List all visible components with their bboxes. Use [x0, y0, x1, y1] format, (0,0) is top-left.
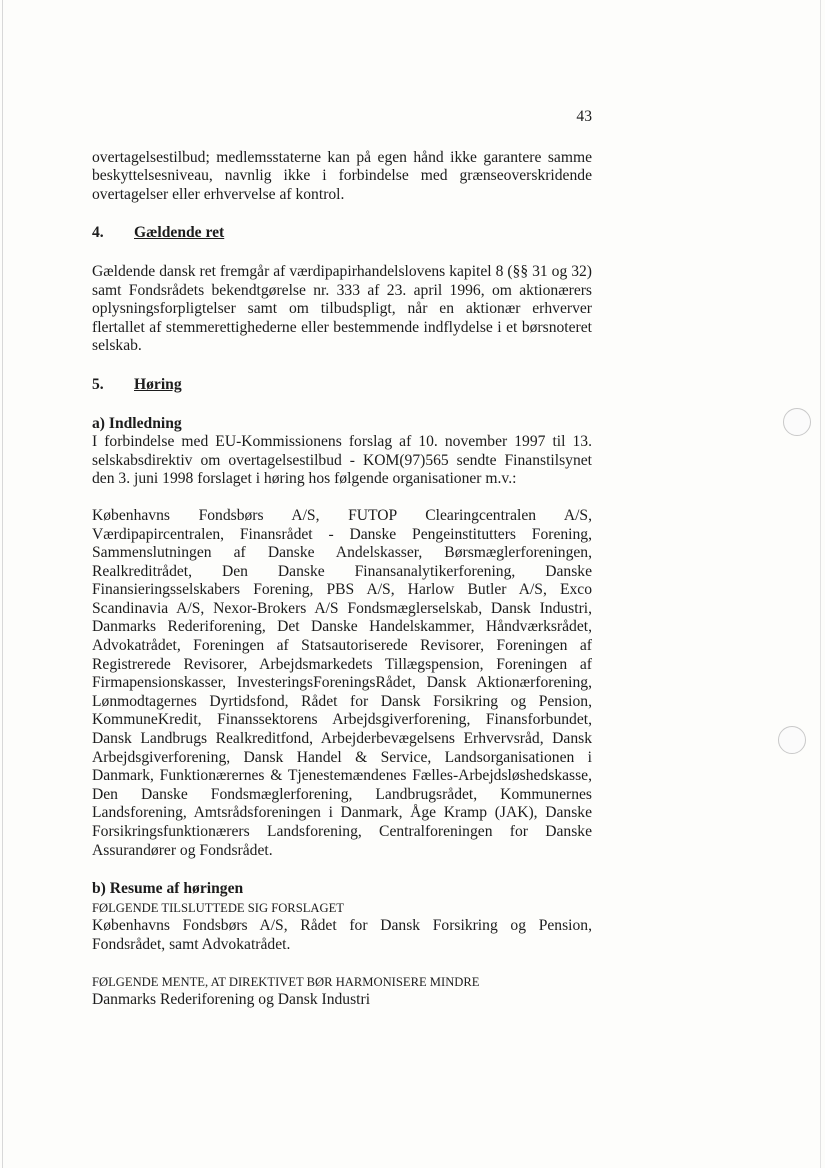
- subsection-b-heading: b) Resume af høringen: [92, 880, 244, 898]
- group-2-label: FØLGENDE MENTE, AT DIREKTIVET BØR HARMONISERE MINDRE: [92, 974, 480, 989]
- punch-hole-lower: [778, 726, 806, 754]
- section-5-title: Høring: [134, 375, 182, 393]
- document-page: [92, 108, 592, 1010]
- group-2-body: Danmarks Rederiforening og Dansk Industri: [92, 991, 371, 1009]
- section-4-body: Gældende dansk ret fremgår af værdipapirhandelslovens kapitel 8 (§§ 31 og 32) samt Fondsrådets bekendtgørelse nr. 333 af 23. april 1996, om aktionærers oplysningsforpligtelser samt om tilbudspligt, når en aktionær erhverver flertallet af stemmerettighederne eller bestemmende indflydelse i et børsnoteret selskab.: [92, 262, 592, 355]
- scan-edge-left: [2, 0, 3, 1168]
- scan-edge-right: [820, 0, 821, 1168]
- section-4-title: Gældende ret: [134, 224, 225, 242]
- punch-hole-upper: [783, 408, 811, 436]
- intro-paragraph: overtagelsestilbud; medlemsstaterne kan på egen hånd ikke garantere samme beskyttelsesniveau, navnlig ikke i forbindelse med grænseoverskridende overtagelser eller erhvervelse af kontrol.: [92, 148, 592, 203]
- section-4-heading: [92, 224, 592, 243]
- group-1-label: FØLGENDE TILSLUTTEDE SIG FORSLAGET: [92, 900, 344, 915]
- group-1-body: Københavns Fondsbørs A/S, Rådet for Dansk Forsikring og Pension, Fondsrådet, samt Advokatrådet.: [92, 917, 592, 953]
- section-4-number: 4.: [92, 224, 104, 242]
- page-number: 43: [576, 108, 592, 125]
- section-5-heading: [92, 376, 592, 395]
- subsection-a-body-1: I forbindelse med EU-Kommissionens forslag af 10. november 1997 til 13. selskabsdirektiv om overtagelsestilbud - KOM(97)565 sendte Finanstilsynet den 3. juni 1998 forslaget i høring hos følgende organisationer m.v.:: [92, 433, 592, 488]
- subsection-a-body-2: Københavns Fondsbørs A/S, FUTOP Clearingcentralen A/S, Værdipapircentralen, Finansrådet - Danske Pengeinstitutters Forening, Sammenslutningen af Danske Andelskasser, Børsmæglerforeningen, Realkreditrådet, Den Danske Finansanalytikerforening, Danske Finansieringsselskabers Forening, PBS A/S, Harlow Butler A/S, Exco Scandinavia A/S, Nexor-Brokers A/S Fondsmæglerselskab, Dansk Industri, Danmarks Rederiforening, Det Danske Handelskammer, Håndværksrådet, Advokatrådet, Foreningen af Statsautoriserede Revisorer, Foreningen af Registrerede Revisorer, Arbejdsmarkedets Tillægspension, Foreningen af Firmapensionskasser, InvesteringsForeningsRådet, Dansk Aktionærforening, Lønmodtagernes Dyrtidsfond, Rådet for Dansk Forsikring og Pension, KommuneKredit, Finanssektorens Arbejdsgiverforening, Finansforbundet, Dansk Landbrugs Realkreditfond, Arbejderbevægelsens Erhvervsråd, Dansk Arbejdsgiverforening, Dansk Handel & Service, Landsorganisationen i Danmark, Funktionærernes & Tjenestemændenes Fælles-Arbejdsløshedskasse, Den Danske Fondsmæglerforening, Landbrugsrådet, Kommunernes Landsforening, Amtsrådsforeningen i Danmark, Åge Kramp (JAK), Danske Forsikringsfunktionærers Landsforening, Centralforeningen for Danske Assurandører og Fondsrådet.: [92, 506, 592, 859]
- subsection-a-heading: a) Indledning: [92, 414, 182, 432]
- section-5-number: 5.: [92, 375, 104, 393]
